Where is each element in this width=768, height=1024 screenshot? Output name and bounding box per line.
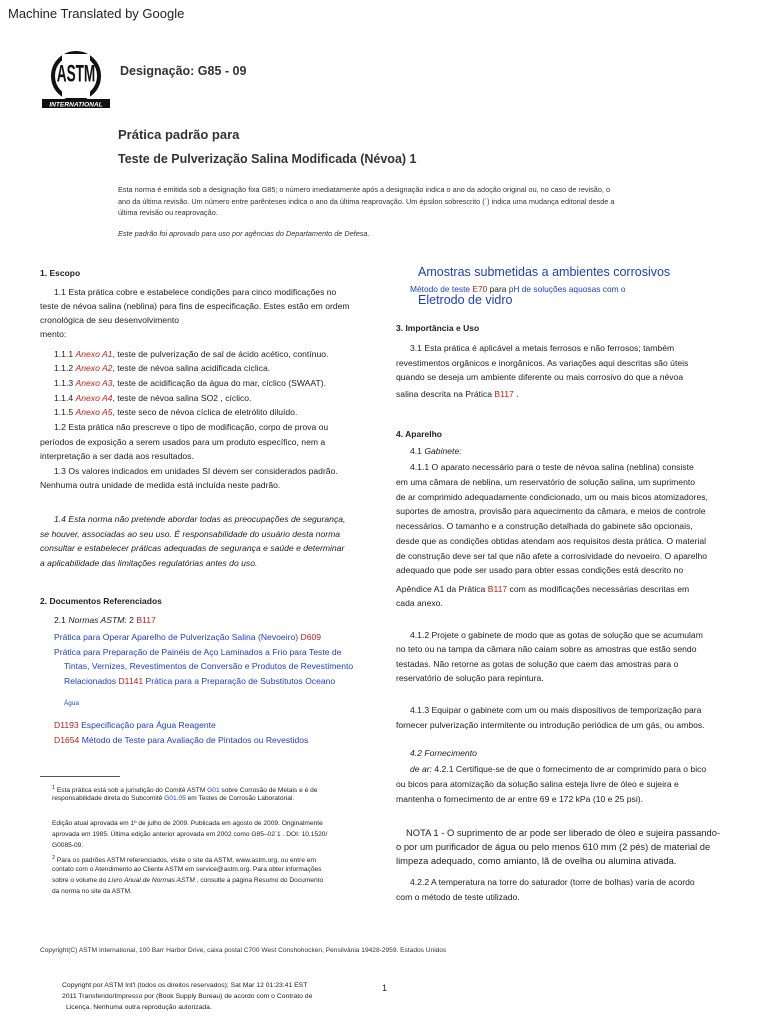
ref-d609: Prática para Operar Aparelho de Pulverização Salina (Nevoeiro) D609 bbox=[54, 632, 322, 642]
p411-line-2: em uma câmara de neblina, um reservatório de solução salina, um suprimento bbox=[396, 477, 696, 487]
p41: 4.1 Gabinete: bbox=[410, 446, 462, 456]
intro-paragraph: Esta norma é emitida sob a designação fixa G85; o número imediatamente após a designação indica o ano da adoção original ou, no caso de revisão, o ano da última revisão. Um número entre parênteses indica o ano da última reaprovação. Um épsilon sobrescrito (´) indica uma mudança editorial desde a última revisão ou reaprovação. bbox=[118, 185, 615, 217]
note1-line-2: o por um purificador de água ou pelo menos 610 mm (2 pés) de material de bbox=[396, 841, 711, 852]
ref-e70: Método de teste E70 para pH de soluções aquosas com o bbox=[410, 284, 626, 294]
p12-line-1: 1.2 Esta prática não prescreve o tipo de modificação, corpo de prova ou bbox=[54, 422, 329, 432]
p411-line-4: suportes de amostra, provisão para aquecimento da câmara, e meios de controle bbox=[396, 506, 706, 516]
p411-line-7: de construção deve ser tal que não afete a corrosividade do nevoeiro. O aparelho bbox=[396, 551, 708, 561]
footnote-2-line-3: sobre o volume do Livro Anual de Normas ASTM , consulte a página Resumo do Documento bbox=[52, 877, 324, 884]
p14-line-3: consultar e estabelecer práticas adequadas de segurança e saúde e determinar bbox=[40, 543, 345, 553]
svg-text:INTERNATIONAL: INTERNATIONAL bbox=[49, 101, 103, 109]
p411-line-10: cada anexo. bbox=[396, 598, 443, 608]
annex-item: 1.1.1 Anexo A1, teste de pulverização de sal de ácido acético, contínuo. bbox=[54, 349, 329, 359]
e70-link[interactable]: E70 bbox=[472, 284, 488, 294]
p411-line-1: 4.1.1 O aparato necessário para o teste de névoa salina (neblina) consiste bbox=[410, 462, 694, 472]
edition-line-2: aprovada em 1985. Última edição anterior aprovada em 2002 como G85–02´1 . DOI: 10.1520/ bbox=[52, 831, 328, 838]
note1-line-1: NOTA 1 - O suprimento de ar pode ser liberado de óleo e sujeira passando- bbox=[406, 827, 721, 838]
ref-small-agua: Água bbox=[64, 700, 79, 707]
p12-line-2: períodos de exposição a serem usados para um produto específico, nem a bbox=[40, 437, 326, 447]
section-4-heading: 4. Aparelho bbox=[396, 429, 442, 439]
p14-line-1-text: 1.4 Esta norma não pretende abordar todas as preocupações de segurança, bbox=[54, 514, 346, 524]
p413-line-1: 4.1.3 Equipar o gabinete com um ou mais dispositivos de temporização para bbox=[410, 705, 702, 715]
annex-item: 1.1.3 Anexo A3, teste de acidificação da água do mar, cíclico (SWAAT). bbox=[54, 378, 326, 388]
edition-line-1: Edição atual aprovada em 1º de julho de 2009. Publicada em agosto de 2009. Originalmente bbox=[52, 820, 323, 827]
p411-line-8: adequado que pode ser usado para obter essas condições está descrito no bbox=[396, 565, 684, 575]
p421-line-1: de ar: 4.2.1 Certifique-se de que o fornecimento de ar comprimido para o bico bbox=[410, 764, 707, 774]
p31-line-1: 3.1 Esta prática é aplicável a metais ferrosos e não ferrosos; também bbox=[410, 343, 675, 353]
p411-line-3: de ar comprimido adequadamente condicionado, um ou mais bicos atomizadores, bbox=[396, 492, 708, 502]
p421-line-3: mantenha o fornecimento de ar entre 69 e 172 kPa (10 e 25 psi). bbox=[396, 794, 643, 804]
d1193-link[interactable]: D1193 bbox=[54, 720, 79, 730]
page-number: 1 bbox=[382, 983, 388, 993]
svg-text:ASTM: ASTM bbox=[56, 60, 96, 88]
b117-link[interactable]: B117 bbox=[136, 615, 156, 625]
p11-line-1: 1.1 Esta prática cobre e estabelece condições para cinco modificações no bbox=[54, 287, 337, 297]
annex-a3-link[interactable]: Anexo A3 bbox=[75, 378, 113, 388]
copyright-line: Copyright(C) ASTM International, 100 Barr Harbor Drive, caixa postal C700 West Conshohocken, Pensilvânia 19428-2959. Estados Unidos bbox=[40, 947, 447, 954]
p11-line-3: cronológica de seu desenvolvimento bbox=[40, 315, 180, 325]
p422-line-1: 4.2.2 A temperatura na torre do saturador (torre de bolhas) varia de acordo bbox=[410, 877, 695, 887]
title-line-1: Prática padrão para bbox=[118, 127, 240, 142]
section-1-heading: 1. Escopo bbox=[40, 268, 81, 278]
license-footer: Copyright por ASTM Int'l (todos os direitos reservados); Sat Mar 12 01:23:41 EST 2011 Transferido/Impresso por (Book Supply Bureau) de acordo com o Contrato de Licença. Nenhuma outra reprodução autorizada. bbox=[62, 982, 313, 1011]
annex-a1-link[interactable]: Anexo A1 bbox=[75, 349, 113, 359]
g0105-link[interactable]: G01.05 bbox=[164, 795, 186, 802]
p31-line-4: salina descrita na Prática B117 . bbox=[396, 389, 519, 399]
b117-link-2[interactable]: B117 bbox=[494, 389, 514, 399]
p411-line-6: desde que as condições obtidas atendam aos requisitos desta prática. O material bbox=[396, 536, 707, 546]
p42-heading-1: 4.2 Fornecimento bbox=[410, 748, 477, 758]
annex-item: 1.1.4 Anexo A4, teste de névoa salina SO2 , cíclico. bbox=[54, 393, 252, 403]
annex-item: 1.1.2 Anexo A2, teste de névoa salina acidificada cíclica. bbox=[54, 363, 271, 373]
footnote-2-line-4: da norma no site da ASTM. bbox=[52, 888, 132, 895]
ref-e70-continued: Eletrodo de vidro bbox=[418, 293, 513, 307]
astm-logo bbox=[40, 50, 112, 110]
b117-link-3[interactable]: B117 bbox=[487, 584, 508, 594]
p21: 2.1 Normas ASTM: 2 B117 bbox=[54, 615, 156, 625]
edition-line-3: G0085-09. bbox=[52, 842, 84, 849]
ref-d1654: D1654 Método de Teste para Avaliação de Pintados ou Revestidos bbox=[54, 735, 309, 745]
p422-line-2: com o método de teste utilizado. bbox=[396, 892, 520, 902]
annex-a2-link[interactable]: Anexo A2 bbox=[75, 363, 113, 373]
footnote-1-line-2: responsabilidade direta do Subcomitê G01.05 em Testes de Corrosão Laboratorial. bbox=[52, 795, 295, 802]
d1654-link[interactable]: D1654 bbox=[54, 735, 80, 745]
footnote-1-line-1: $^1$ Esta prática está sob a jurisdição do Comitê ASTM G01 sobre Corrosão de Metais e é de bbox=[52, 785, 318, 795]
note1-line-3: limpeza adequado, como amianto, lã de ovelha ou alumina ativada. bbox=[396, 855, 677, 866]
p412-line-2: no teto ou na tampa da câmara não caiam sobre as amostras que estão sendo bbox=[396, 644, 697, 654]
p11-line-2: teste de névoa salina (neblina) para fins de especificação. Estes estão em ordem bbox=[40, 301, 350, 311]
p31-line-3: quando se deseja um ambiente diferente ou mais corrosivo do que a névoa bbox=[396, 372, 684, 382]
p421-line-2: ou bicos para atomização da solução salina esteja livre de óleo e sujeira e bbox=[396, 779, 679, 789]
d1141-link[interactable]: D1141 bbox=[118, 676, 144, 686]
footnote-2-line-1: $^2$ Para os padrões ASTM referenciados, visite o site da ASTM, www.astm.org, ou entre em bbox=[52, 855, 316, 865]
designation: Designação: G85 - 09 bbox=[120, 64, 247, 78]
p412-line-3: testadas. Não retorne as gotas de solução que caem das amostras para o bbox=[396, 659, 679, 669]
p411-line-9: Apêndice A1 da Prática B117 com as modificações necessárias descritas em bbox=[396, 584, 690, 594]
p31-line-2: revestimentos orgânicos e inorgânicos. As variações aqui descritas são úteis bbox=[396, 358, 689, 368]
ref-d1193: D1193 Especificação para Água Reagente bbox=[54, 720, 216, 730]
p11-line-4: mento: bbox=[40, 329, 67, 339]
p13-line-1: 1.3 Os valores indicados em unidades SI devem ser considerados padrão. bbox=[54, 466, 338, 476]
annex-a5-link[interactable]: Anexo A5 bbox=[75, 407, 113, 417]
ref-d609b-line-2: Tintas, Vernizes, Revestimentos de Conversão e Produtos de Revestimento bbox=[64, 661, 354, 671]
section-3-heading: 3. Importância e Uso bbox=[396, 323, 480, 333]
footnote-rule bbox=[40, 776, 120, 777]
p413-line-2: fornecer pulverização intermitente ou introdução periódica de um gás, ou ambos. bbox=[396, 720, 705, 730]
dod-approval-note: Este padrão foi aprovado para uso por agências do Departamento de Defesa. bbox=[118, 229, 370, 238]
p14-line-4: a aplicabilidade das limitações regulatórias antes do uso. bbox=[40, 558, 258, 568]
continued-ref-heading: Amostras submetidas a ambientes corrosivos bbox=[418, 265, 671, 279]
annex-a4-link[interactable]: Anexo A4 bbox=[75, 393, 113, 403]
g01-link[interactable]: G01 bbox=[207, 787, 220, 795]
p12-line-3: interpretação a ser dada aos resultados. bbox=[40, 451, 194, 461]
p13-line-2: Nenhuma outra unidade de medida está incluída neste padrão. bbox=[40, 480, 281, 490]
footnote-2-line-2: contato com o Atendimento ao Cliente ASTM em service@astm.org. Para obter informações bbox=[52, 866, 322, 873]
p14-line-2: se houver, associadas ao seu uso. É responsabilidade do usuário desta norma bbox=[40, 529, 341, 539]
p412-line-4: reservatório de solução para repintura. bbox=[396, 673, 544, 683]
machine-translated-banner: Machine Translated by Google bbox=[8, 6, 185, 21]
ref-d609b-line-1: Prática para Preparação de Painéis de Aço Laminados a Frio para Teste de bbox=[54, 647, 342, 657]
d609-link[interactable]: D609 bbox=[300, 632, 322, 642]
annex-item: 1.1.5 Anexo A5, teste seco de névoa cíclica de eletrólito diluído. bbox=[54, 407, 298, 417]
p411-line-5: necessários. O tamanho e a construção detalhada do gabinete são opcionais, bbox=[396, 521, 693, 531]
title-line-2: Teste de Pulverização Salina Modificada (Névoa) 1 bbox=[118, 152, 417, 166]
section-2-heading: 2. Documentos Referenciados bbox=[40, 596, 162, 606]
p412-line-1: 4.1.2 Projete o gabinete de modo que as gotas de solução que se acumulam bbox=[410, 630, 703, 640]
ref-d1141: Relacionados D1141 Prática para a Preparação de Substitutos Oceano bbox=[64, 676, 336, 686]
